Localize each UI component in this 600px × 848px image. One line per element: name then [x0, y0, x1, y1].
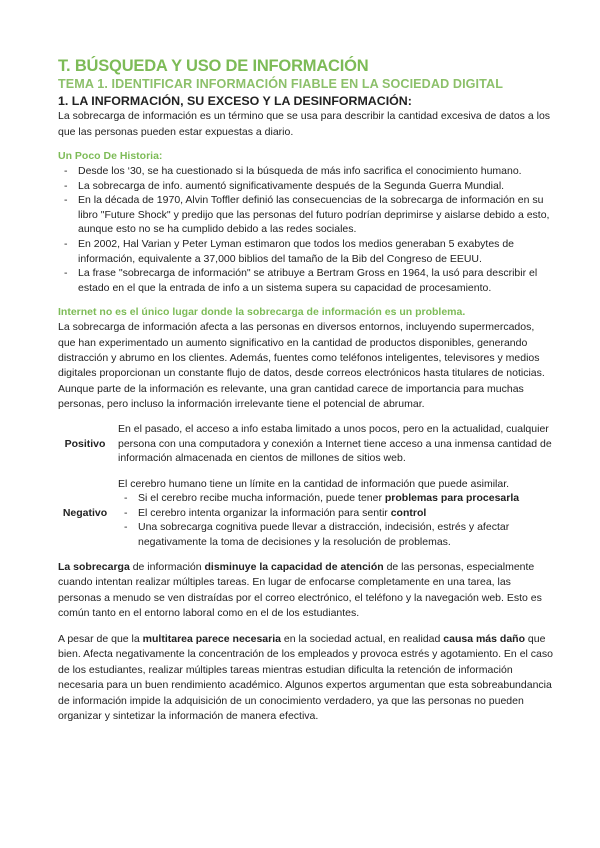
internet-paragraph: La sobrecarga de información afecta a las personas en diversos entornos, incluyendo supermercados, que han experimentado un aumento significativo en la cantidad de productos disponibles, generando distracción y abrumo en los clientes. Además, fuentes como teléfonos inteligentes, televisores y medios digitales proporcionan un constante flujo de datos, desde correos electrónicos hasta titulares de noticias. Aunque parte de la información es relevante, una gran cantidad carece de importancia para muchas personas, pero incluso la información irrelevante tiene el potencial de abrumar. [58, 321, 545, 410]
neg1-text: Si el cerebro recibe mucha información, puede tener [138, 492, 385, 505]
negative-row [58, 477, 554, 550]
history-heading: Un Poco De Historia: [58, 150, 163, 162]
p1-text1: de información [129, 560, 205, 573]
doc-subtitle: TEMA 1. IDENTIFICAR INFORMACIÓN FIABLE EN LA SOCIEDAD DIGITAL [58, 77, 504, 91]
negative-cell [112, 477, 554, 550]
list-item: - En 2002, Hal Varian y Peter Lyman estimaron que todos los medios generaban 5 exabytes de información, equivalente a 37,000 biblios del tamaño de la Bib del Congreso de EEUU. [64, 237, 554, 266]
list-item: - La sobrecarga de info. aumentó significativamente después de la Segunda Guerra Mundial. [64, 179, 554, 194]
list-item [124, 506, 554, 521]
history-list [58, 164, 554, 295]
section-heading: 1. LA INFORMACIÓN, SU EXCESO Y LA DESINFORMACIÓN: [58, 94, 412, 108]
negative-label: Negativo [62, 507, 108, 520]
list-item: - Una sobrecarga cognitiva puede llevar a distracción, indecisión, estrés y afectar negativamente la toma de decisiones y la resolución de problemas. [124, 520, 554, 549]
p1-bold2: disminuye la capacidad de atención [204, 560, 384, 573]
multitask-paragraph [58, 632, 554, 725]
attention-paragraph [58, 560, 554, 622]
neg1-bold: problemas para procesarla [384, 492, 520, 505]
negative-list [118, 491, 554, 549]
negative-intro: El cerebro humano tiene un límite en la cantidad de información que puede asimilar. [118, 477, 510, 490]
list-item: - La frase "sobrecarga de información" se atribuye a Bertram Gross en 1964, la usó para describir el estado en el que la entrada de info a un sistema supera su capacidad de procesamiento. [64, 266, 554, 295]
list-item [124, 491, 554, 506]
p2-bold1: multitarea parece necesaria [142, 632, 281, 645]
intro-paragraph: La sobrecarga de información es un término que se usa para describir la cantidad excesiva de datos a los que las personas pueden estar expuestas a diario. [58, 110, 551, 138]
doc-title: T. BÚSQUEDA Y USO DE INFORMACIÓN [58, 57, 369, 75]
p2-bold2: causa más daño [443, 632, 525, 645]
document-page [58, 56, 554, 725]
neg2-text: El cerebro intenta organizar la información para sentir [138, 506, 391, 519]
positive-text: En el pasado, el acceso a info estaba limitado a unos pocos, pero en la actualidad, cualquier persona con una computadora y conexión a Internet tiene acceso a una inmensa cantidad de información almacenada en cientos de millones de sitios web. [118, 423, 552, 465]
p1-bold1: La sobrecarga [58, 560, 130, 573]
positive-label: Positivo [64, 437, 106, 450]
list-item: - En la década de 1970, Alvin Toffler definió las consecuencias de la sobrecarga de información en su libro "Future Shock" y predijo que las personas del futuro podrían deprimirse y aislarse debido a esto, aunque esto no se ha cumplido debido a las redes sociales. [64, 193, 554, 237]
p2-text3: que bien. Afecta negativamente la concentración de los empleados y provoca estrés y agotamiento. En el caso de los estudiantes, realizar múltiples tareas mientras estudian dificulta la retención de información necesaria para un buen rendimiento académico. Algunos expertos argumentan que esta sobreabundancia de información impide la adquisición de un conocimiento verdadero, ya que las personas no pueden organizar y sintetizar la información de manera efectiva. [58, 632, 553, 722]
positive-row [58, 422, 554, 466]
p2-text1: A pesar de que la [58, 632, 143, 645]
list-item: - Desde los ‘30, se ha cuestionado si la búsqueda de más info sacrifica el conocimiento humano. [64, 164, 554, 179]
p1-text2: de las personas, especialmente cuando intentan realizar múltiples tareas. En lugar de enfocarse completamente en una tarea, las personas a menudo se ven distraídas por el correo electrónico, el teléfono y la navegación web. Esto es común tanto en el entorno laboral como en el de los estudiantes. [58, 560, 542, 619]
internet-heading: Internet no es el único lugar donde la sobrecarga de información es un problema. [58, 306, 466, 319]
neg2-bold: control [390, 506, 427, 519]
p2-text2: en la sociedad actual, en realidad [281, 632, 444, 645]
